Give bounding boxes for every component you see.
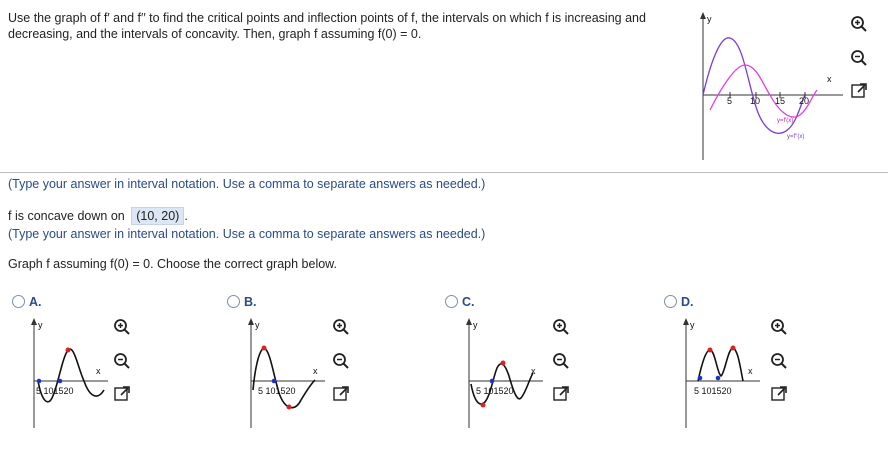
radio-a[interactable]: [12, 295, 25, 308]
option-a-ticks: 5 101520: [36, 386, 74, 396]
option-d-curve: [698, 348, 743, 381]
y-axis-label: y: [707, 14, 712, 24]
x-axis-label: x: [827, 74, 832, 84]
enlarge-icon[interactable]: [113, 385, 131, 403]
option-c-point: [490, 379, 495, 384]
main-graph: [695, 10, 845, 160]
option-d-ticks: 5 101520: [694, 386, 732, 396]
zoom-in-icon[interactable]: [850, 15, 868, 33]
option-d[interactable]: [664, 293, 694, 311]
radio-d[interactable]: [664, 295, 677, 308]
option-a[interactable]: [12, 293, 42, 311]
option-b-curve: [253, 348, 315, 408]
enlarge-icon[interactable]: [850, 82, 868, 100]
legend-f-prime: y=f′(x): [777, 118, 794, 124]
enlarge-icon[interactable]: [770, 385, 788, 403]
option-c-max-point: [501, 361, 506, 366]
option-d-max-point: [731, 346, 736, 351]
option-b-label: B.: [244, 295, 257, 309]
concave-down-label: f is concave down on: [8, 209, 125, 223]
zoom-out-icon[interactable]: [850, 49, 868, 67]
option-b-ticks: 5 101520: [258, 386, 296, 396]
radio-b[interactable]: [227, 295, 240, 308]
option-b-point: [272, 379, 277, 384]
zoom-out-icon[interactable]: [332, 352, 350, 370]
option-d-graph: [680, 318, 770, 428]
concave-down-answer[interactable]: (10, 20): [131, 207, 184, 225]
option-c[interactable]: [445, 293, 475, 311]
zoom-out-icon[interactable]: [552, 352, 570, 370]
option-c-min-point: [481, 403, 486, 408]
concave-down-row: [8, 207, 188, 225]
legend-f-double-prime: y=f′′(x): [787, 134, 805, 140]
tick-label-20: 20: [799, 96, 810, 106]
option-a-y-label: y: [38, 320, 43, 330]
graph-prompt: Graph f assuming f(0) = 0. Choose the correct graph below.: [8, 257, 337, 271]
radio-c[interactable]: [445, 295, 458, 308]
option-a-label: A.: [29, 295, 42, 309]
tick-label-10: 10: [750, 96, 761, 106]
option-b-x-label: x: [313, 366, 318, 376]
enlarge-icon[interactable]: [332, 385, 350, 403]
option-a-max-point: [66, 348, 71, 353]
option-a-point: [58, 379, 63, 384]
zoom-in-icon[interactable]: [332, 318, 350, 336]
question-text: Use the graph of f′ and f′′ to find the critical points and inflection points of f, the intervals on which f is increasing and decreasing, and the intervals of concavity. Then, graph f assuming f(0) = 0.: [8, 11, 646, 41]
y-axis-arrow: [700, 12, 706, 19]
zoom-out-icon[interactable]: [113, 352, 131, 370]
option-b-min-point: [287, 405, 292, 410]
zoom-in-icon[interactable]: [770, 318, 788, 336]
option-d-point: [698, 376, 703, 381]
zoom-in-icon[interactable]: [113, 318, 131, 336]
option-c-ticks: 5 101520: [476, 386, 514, 396]
option-a-graph: [28, 318, 118, 428]
option-c-x-label: x: [531, 366, 536, 376]
option-b-max-point: [262, 346, 267, 351]
option-c-label: C.: [462, 295, 475, 309]
option-c-graph: [463, 318, 553, 428]
divider: [0, 172, 888, 173]
option-b-y-label: y: [255, 320, 260, 330]
option-b-graph: [245, 318, 335, 428]
option-d-point: [716, 376, 721, 381]
option-a-point: [37, 379, 42, 384]
concave-down-suffix: .: [184, 209, 188, 223]
zoom-in-icon[interactable]: [552, 318, 570, 336]
option-d-y-label: y: [690, 320, 695, 330]
instruction-note: (Type your answer in interval notation. Use a comma to separate answers as needed.): [8, 177, 486, 191]
option-d-label: D.: [681, 295, 694, 309]
option-a-x-label: x: [96, 366, 101, 376]
tick-label-15: 15: [775, 96, 786, 106]
option-c-curve: [471, 364, 533, 404]
option-d-max-point: [708, 348, 713, 353]
option-b[interactable]: [227, 293, 257, 311]
enlarge-icon[interactable]: [552, 385, 570, 403]
zoom-out-icon[interactable]: [770, 352, 788, 370]
option-d-x-label: x: [748, 366, 753, 376]
instruction-note-2: (Type your answer in interval notation. Use a comma to separate answers as needed.): [8, 227, 486, 241]
f-double-prime-curve: [710, 65, 817, 117]
option-c-y-label: y: [473, 320, 478, 330]
tick-label-5: 5: [727, 96, 733, 106]
